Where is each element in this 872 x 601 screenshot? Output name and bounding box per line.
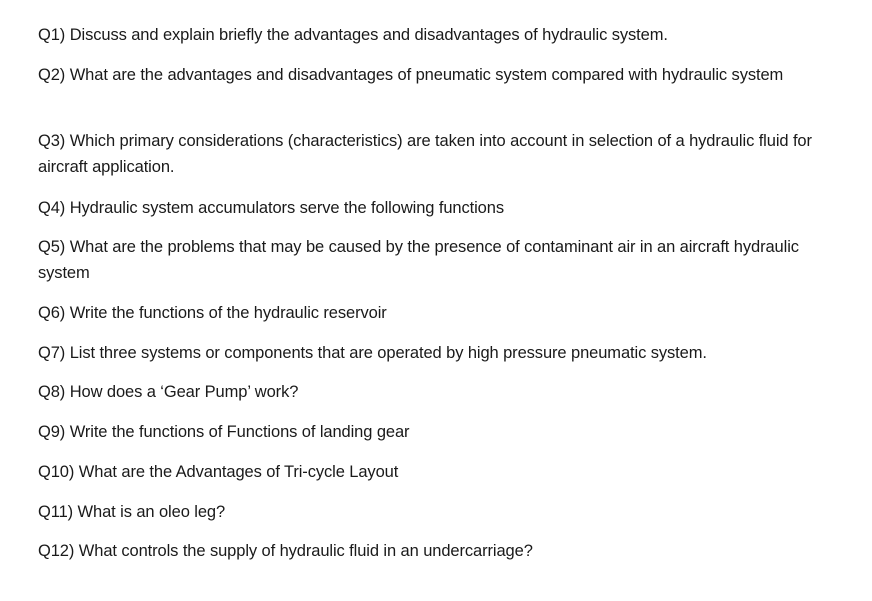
question-item: Q7) List three systems or components that are operated by high pressure pneumatic system. — [38, 344, 707, 362]
question-item: Q9) Write the functions of Functions of landing gear — [38, 423, 410, 441]
question-item: Q3) Which primary considerations (characteristics) are taken into account in selection of a hydraulic fluid for aircraft application. — [38, 132, 812, 176]
question-item: Q2) What are the advantages and disadvantages of pneumatic system compared with hydraulic system — [38, 66, 784, 84]
question-item: Q12) What controls the supply of hydraulic fluid in an undercarriage? — [38, 542, 533, 560]
question-item: Q11) What is an oleo leg? — [38, 503, 226, 521]
question-item: Q8) How does a ‘Gear Pump’ work? — [38, 383, 299, 401]
question-item: Q6) Write the functions of the hydraulic reservoir — [38, 304, 387, 322]
question-item: Q1) Discuss and explain briefly the advantages and disadvantages of hydraulic system. — [38, 26, 668, 44]
question-item: Q4) Hydraulic system accumulators serve the following functions — [38, 199, 504, 217]
question-item: Q5) What are the problems that may be caused by the presence of contaminant air in an aircraft hydraulic system — [38, 238, 799, 282]
question-item: Q10) What are the Advantages of Tri-cycle Layout — [38, 463, 399, 481]
